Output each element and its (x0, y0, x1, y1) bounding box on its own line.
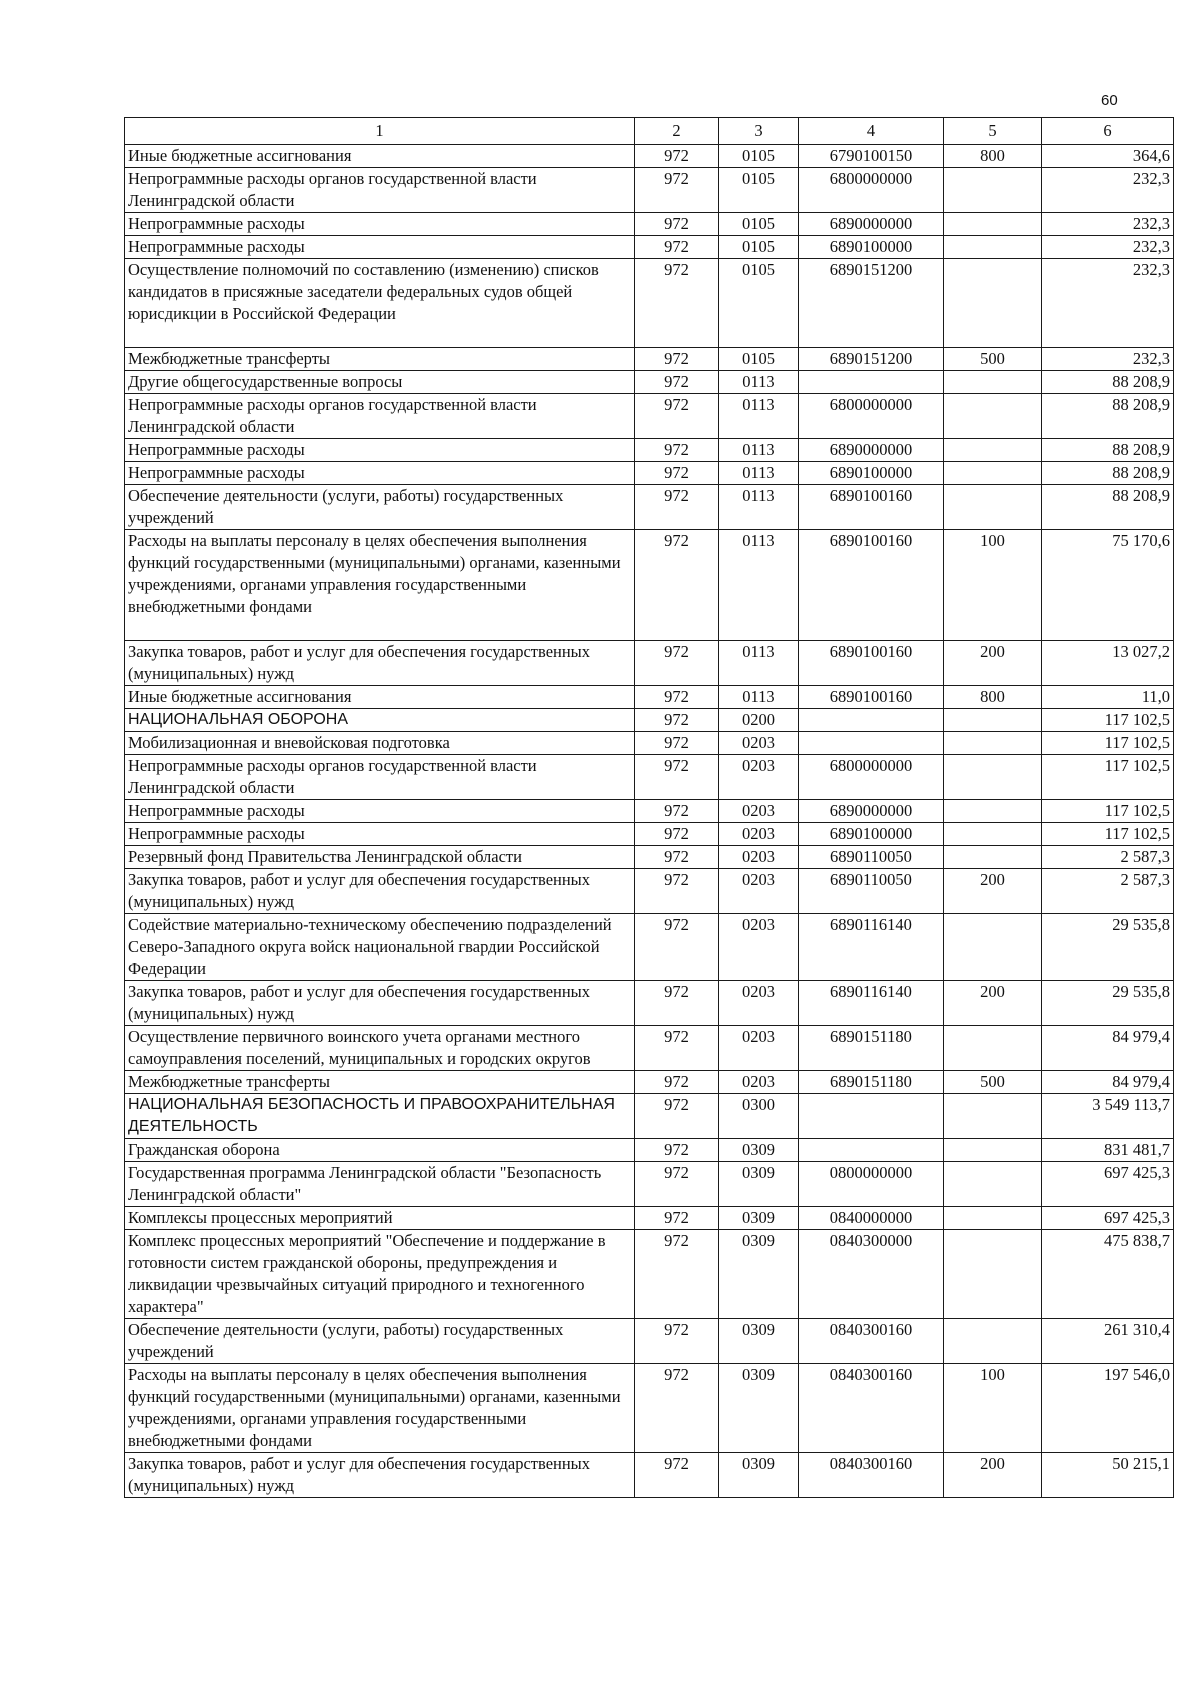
cell-expense (944, 1026, 1042, 1071)
table-row (125, 755, 1174, 800)
cell-code: 972 (635, 869, 719, 914)
cell-target: 0840300000 (799, 1230, 944, 1319)
cell-expense (944, 259, 1042, 348)
cell-expense (944, 732, 1042, 755)
cell-expense (944, 371, 1042, 394)
cell-expense: 200 (944, 641, 1042, 686)
cell-name: Резервный фонд Правительства Ленинградской области (125, 846, 635, 869)
cell-name: Другие общегосударственные вопросы (125, 371, 635, 394)
cell-target: 6890151200 (799, 348, 944, 371)
cell-code: 972 (635, 168, 719, 213)
cell-target: 0840300160 (799, 1319, 944, 1364)
cell-name: Комплекс процессных мероприятий "Обеспечение и поддержание в готовности систем гражданской обороны, предупреждения и ликвидации чрезвычайных ситуаций природного и техногенного характера" (125, 1230, 635, 1319)
cell-target: 6890100160 (799, 641, 944, 686)
column-header: 6 (1042, 118, 1174, 145)
cell-amount: 84 979,4 (1042, 1071, 1174, 1094)
cell-section: 0309 (719, 1453, 799, 1498)
cell-section: 0113 (719, 530, 799, 641)
page-number: 60 (1101, 92, 1118, 109)
cell-amount: 88 208,9 (1042, 394, 1174, 439)
cell-expense: 200 (944, 981, 1042, 1026)
cell-target: 6890100160 (799, 530, 944, 641)
cell-section: 0203 (719, 800, 799, 823)
cell-name: Иные бюджетные ассигнования (125, 686, 635, 709)
cell-target: 6800000000 (799, 168, 944, 213)
cell-expense: 800 (944, 686, 1042, 709)
cell-target: 6890116140 (799, 981, 944, 1026)
table-row (125, 846, 1174, 869)
cell-amount: 75 170,6 (1042, 530, 1174, 641)
cell-amount: 364,6 (1042, 145, 1174, 168)
cell-target: 6890000000 (799, 800, 944, 823)
cell-section: 0309 (719, 1207, 799, 1230)
cell-target: 6890110050 (799, 846, 944, 869)
table-row (125, 1319, 1174, 1364)
cell-name: НАЦИОНАЛЬНАЯ ОБОРОНА (125, 709, 635, 732)
cell-target (799, 371, 944, 394)
cell-expense (944, 439, 1042, 462)
table-row (125, 348, 1174, 371)
cell-amount: 261 310,4 (1042, 1319, 1174, 1364)
table-row (125, 1094, 1174, 1139)
cell-name: Государственная программа Ленинградской области "Безопасность Ленинградской области" (125, 1162, 635, 1207)
cell-name: Мобилизационная и вневойсковая подготовка (125, 732, 635, 755)
cell-code: 972 (635, 1207, 719, 1230)
cell-section: 0203 (719, 732, 799, 755)
cell-section: 0113 (719, 462, 799, 485)
cell-code: 972 (635, 145, 719, 168)
cell-expense (944, 755, 1042, 800)
cell-code: 972 (635, 823, 719, 846)
cell-code: 972 (635, 236, 719, 259)
column-header: 1 (125, 118, 635, 145)
cell-expense (944, 236, 1042, 259)
cell-name: Содействие материально-техническому обеспечению подразделений Северо-Западного округа войск национальной гвардии Российской Федерации (125, 914, 635, 981)
cell-name: Непрограммные расходы органов государственной власти Ленинградской области (125, 394, 635, 439)
cell-code: 972 (635, 755, 719, 800)
table-row (125, 914, 1174, 981)
cell-code: 972 (635, 981, 719, 1026)
cell-name: Непрограммные расходы органов государственной власти Ленинградской области (125, 168, 635, 213)
cell-code: 972 (635, 1453, 719, 1498)
table-header-row (125, 118, 1174, 145)
cell-target: 6890100160 (799, 485, 944, 530)
cell-code: 972 (635, 371, 719, 394)
cell-target (799, 1139, 944, 1162)
cell-name: Иные бюджетные ассигнования (125, 145, 635, 168)
table-row (125, 1071, 1174, 1094)
cell-expense: 100 (944, 1364, 1042, 1453)
table-row (125, 869, 1174, 914)
cell-amount: 697 425,3 (1042, 1162, 1174, 1207)
cell-code: 972 (635, 686, 719, 709)
column-header: 2 (635, 118, 719, 145)
cell-expense (944, 1230, 1042, 1319)
cell-expense: 500 (944, 1071, 1042, 1094)
cell-expense: 200 (944, 869, 1042, 914)
cell-section: 0203 (719, 869, 799, 914)
cell-amount: 88 208,9 (1042, 371, 1174, 394)
cell-expense: 100 (944, 530, 1042, 641)
table-row (125, 145, 1174, 168)
cell-amount: 3 549 113,7 (1042, 1094, 1174, 1139)
cell-amount: 232,3 (1042, 259, 1174, 348)
cell-section: 0113 (719, 439, 799, 462)
cell-name: Непрограммные расходы (125, 439, 635, 462)
table-row (125, 168, 1174, 213)
cell-amount: 50 215,1 (1042, 1453, 1174, 1498)
cell-section: 0309 (719, 1230, 799, 1319)
cell-expense (944, 462, 1042, 485)
cell-code: 972 (635, 1094, 719, 1139)
cell-name: Непрограммные расходы (125, 236, 635, 259)
cell-code: 972 (635, 846, 719, 869)
table-row (125, 686, 1174, 709)
table-row (125, 462, 1174, 485)
cell-target: 0840300160 (799, 1364, 944, 1453)
cell-expense (944, 823, 1042, 846)
table-row (125, 1207, 1174, 1230)
cell-expense (944, 709, 1042, 732)
cell-amount: 11,0 (1042, 686, 1174, 709)
cell-expense: 800 (944, 145, 1042, 168)
cell-amount: 232,3 (1042, 348, 1174, 371)
cell-amount: 117 102,5 (1042, 800, 1174, 823)
cell-amount: 84 979,4 (1042, 1026, 1174, 1071)
cell-expense (944, 394, 1042, 439)
cell-name: Непрограммные расходы (125, 823, 635, 846)
cell-section: 0203 (719, 755, 799, 800)
cell-target: 6890116140 (799, 914, 944, 981)
cell-name: Непрограммные расходы (125, 462, 635, 485)
cell-code: 972 (635, 1319, 719, 1364)
cell-amount: 831 481,7 (1042, 1139, 1174, 1162)
cell-expense: 200 (944, 1453, 1042, 1498)
cell-amount: 197 546,0 (1042, 1364, 1174, 1453)
cell-target: 6890100160 (799, 686, 944, 709)
cell-target: 6890000000 (799, 439, 944, 462)
table-row (125, 259, 1174, 348)
cell-target (799, 709, 944, 732)
cell-expense (944, 1139, 1042, 1162)
cell-code: 972 (635, 530, 719, 641)
cell-section: 0309 (719, 1364, 799, 1453)
cell-expense (944, 1162, 1042, 1207)
cell-expense (944, 800, 1042, 823)
cell-amount: 88 208,9 (1042, 485, 1174, 530)
cell-code: 972 (635, 641, 719, 686)
cell-expense: 500 (944, 348, 1042, 371)
cell-amount: 2 587,3 (1042, 846, 1174, 869)
cell-amount: 697 425,3 (1042, 1207, 1174, 1230)
cell-name: Межбюджетные трансферты (125, 1071, 635, 1094)
cell-name: Обеспечение деятельности (услуги, работы) государственных учреждений (125, 485, 635, 530)
cell-section: 0203 (719, 981, 799, 1026)
cell-expense (944, 1094, 1042, 1139)
cell-amount: 232,3 (1042, 236, 1174, 259)
table-row (125, 800, 1174, 823)
cell-section: 0203 (719, 914, 799, 981)
cell-amount: 232,3 (1042, 213, 1174, 236)
cell-section: 0113 (719, 394, 799, 439)
cell-target: 0840300160 (799, 1453, 944, 1498)
cell-code: 972 (635, 732, 719, 755)
cell-section: 0203 (719, 823, 799, 846)
cell-code: 972 (635, 800, 719, 823)
table-row (125, 485, 1174, 530)
cell-code: 972 (635, 462, 719, 485)
cell-code: 972 (635, 1230, 719, 1319)
table-row (125, 641, 1174, 686)
cell-target: 6890151180 (799, 1071, 944, 1094)
cell-section: 0200 (719, 709, 799, 732)
cell-target (799, 1094, 944, 1139)
cell-name: Обеспечение деятельности (услуги, работы) государственных учреждений (125, 1319, 635, 1364)
cell-code: 972 (635, 259, 719, 348)
table-row (125, 530, 1174, 641)
cell-section: 0105 (719, 145, 799, 168)
cell-section: 0309 (719, 1139, 799, 1162)
cell-name: Комплексы процессных мероприятий (125, 1207, 635, 1230)
cell-name: Осуществление полномочий по составлению (изменению) списков кандидатов в присяжные заседатели федеральных судов общей юрисдикции в Российской Федерации (125, 259, 635, 348)
cell-name: Закупка товаров, работ и услуг для обеспечения государственных (муниципальных) нужд (125, 1453, 635, 1498)
cell-expense (944, 213, 1042, 236)
cell-name: Гражданская оборона (125, 1139, 635, 1162)
cell-amount: 2 587,3 (1042, 869, 1174, 914)
cell-amount: 117 102,5 (1042, 823, 1174, 846)
cell-section: 0203 (719, 1071, 799, 1094)
cell-section: 0113 (719, 686, 799, 709)
column-header: 3 (719, 118, 799, 145)
cell-amount: 117 102,5 (1042, 755, 1174, 800)
cell-name: Расходы на выплаты персоналу в целях обеспечения выполнения функций государственными (муниципальными) органами, казенными учреждениями, органами управления государственными внебюджетными фондами (125, 1364, 635, 1453)
cell-target: 6890100000 (799, 462, 944, 485)
table-body (125, 145, 1174, 1498)
table-row (125, 1453, 1174, 1498)
cell-code: 972 (635, 213, 719, 236)
cell-amount: 475 838,7 (1042, 1230, 1174, 1319)
table-row (125, 394, 1174, 439)
cell-amount: 232,3 (1042, 168, 1174, 213)
cell-target: 6800000000 (799, 755, 944, 800)
cell-target (799, 732, 944, 755)
cell-code: 972 (635, 1026, 719, 1071)
cell-amount: 88 208,9 (1042, 439, 1174, 462)
cell-section: 0105 (719, 259, 799, 348)
cell-name: Непрограммные расходы органов государственной власти Ленинградской области (125, 755, 635, 800)
table-row (125, 371, 1174, 394)
cell-code: 972 (635, 1162, 719, 1207)
cell-target: 6890151180 (799, 1026, 944, 1071)
cell-name: Закупка товаров, работ и услуг для обеспечения государственных (муниципальных) нужд (125, 981, 635, 1026)
cell-expense (944, 1319, 1042, 1364)
cell-code: 972 (635, 485, 719, 530)
table-row (125, 732, 1174, 755)
cell-code: 972 (635, 1139, 719, 1162)
cell-expense (944, 914, 1042, 981)
cell-section: 0113 (719, 371, 799, 394)
cell-amount: 13 027,2 (1042, 641, 1174, 686)
table-row (125, 1162, 1174, 1207)
column-header: 4 (799, 118, 944, 145)
cell-name: Осуществление первичного воинского учета органами местного самоуправления поселений, муниципальных и городских округов (125, 1026, 635, 1071)
cell-expense (944, 485, 1042, 530)
table-row (125, 1230, 1174, 1319)
cell-target: 6890000000 (799, 213, 944, 236)
cell-code: 972 (635, 394, 719, 439)
table-row (125, 709, 1174, 732)
column-header: 5 (944, 118, 1042, 145)
cell-target: 0840000000 (799, 1207, 944, 1230)
cell-expense (944, 846, 1042, 869)
cell-code: 972 (635, 1364, 719, 1453)
cell-section: 0113 (719, 485, 799, 530)
cell-name: Непрограммные расходы (125, 800, 635, 823)
table-row (125, 1364, 1174, 1453)
table-row (125, 1139, 1174, 1162)
cell-target: 0800000000 (799, 1162, 944, 1207)
cell-amount: 117 102,5 (1042, 709, 1174, 732)
cell-code: 972 (635, 439, 719, 462)
cell-target: 6790100150 (799, 145, 944, 168)
cell-name: Межбюджетные трансферты (125, 348, 635, 371)
cell-amount: 29 535,8 (1042, 914, 1174, 981)
table-row (125, 1026, 1174, 1071)
cell-section: 0309 (719, 1162, 799, 1207)
cell-name: Закупка товаров, работ и услуг для обеспечения государственных (муниципальных) нужд (125, 869, 635, 914)
cell-section: 0203 (719, 846, 799, 869)
cell-amount: 88 208,9 (1042, 462, 1174, 485)
cell-section: 0309 (719, 1319, 799, 1364)
cell-section: 0113 (719, 641, 799, 686)
cell-section: 0105 (719, 236, 799, 259)
cell-name: Закупка товаров, работ и услуг для обеспечения государственных (муниципальных) нужд (125, 641, 635, 686)
cell-name: Расходы на выплаты персоналу в целях обеспечения выполнения функций государственными (муниципальными) органами, казенными учреждениями, органами управления государственными внебюджетными фондами (125, 530, 635, 641)
cell-name: Непрограммные расходы (125, 213, 635, 236)
table-row (125, 981, 1174, 1026)
cell-section: 0105 (719, 213, 799, 236)
table-row (125, 823, 1174, 846)
cell-amount: 117 102,5 (1042, 732, 1174, 755)
table-row (125, 213, 1174, 236)
cell-section: 0300 (719, 1094, 799, 1139)
cell-target: 6890151200 (799, 259, 944, 348)
cell-code: 972 (635, 1071, 719, 1094)
cell-target: 6800000000 (799, 394, 944, 439)
cell-section: 0105 (719, 348, 799, 371)
cell-target: 6890100000 (799, 236, 944, 259)
budget-table (124, 117, 1174, 1498)
cell-section: 0105 (719, 168, 799, 213)
cell-expense (944, 1207, 1042, 1230)
cell-amount: 29 535,8 (1042, 981, 1174, 1026)
cell-target: 6890110050 (799, 869, 944, 914)
cell-section: 0203 (719, 1026, 799, 1071)
table-row (125, 439, 1174, 462)
cell-code: 972 (635, 348, 719, 371)
table-row (125, 236, 1174, 259)
cell-expense (944, 168, 1042, 213)
cell-code: 972 (635, 914, 719, 981)
cell-code: 972 (635, 709, 719, 732)
cell-target: 6890100000 (799, 823, 944, 846)
cell-name: НАЦИОНАЛЬНАЯ БЕЗОПАСНОСТЬ И ПРАВООХРАНИТЕЛЬНАЯ ДЕЯТЕЛЬНОСТЬ (125, 1094, 635, 1139)
